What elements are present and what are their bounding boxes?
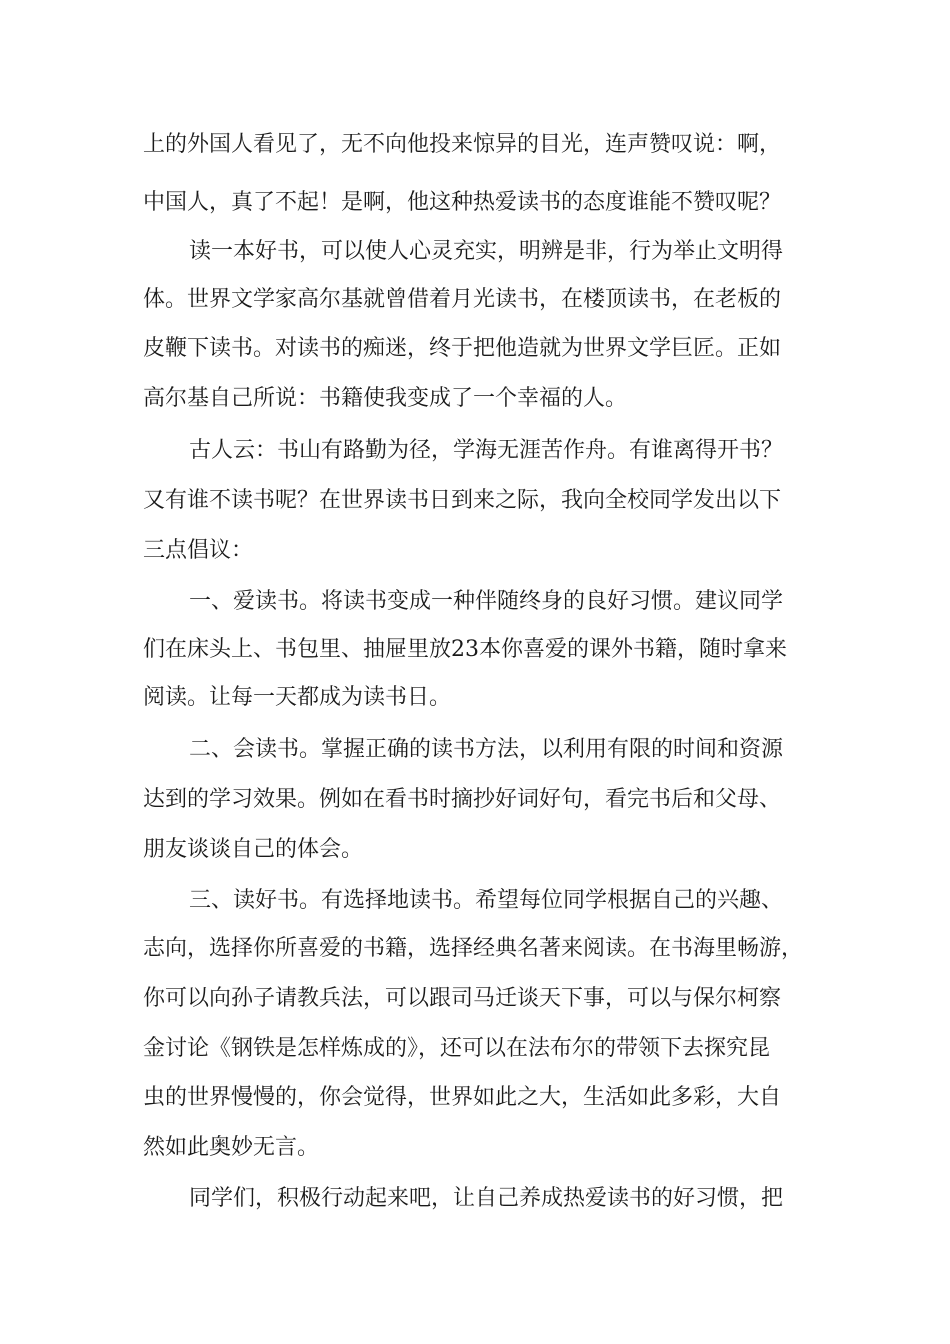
text-line: 虫的世界慢慢的，你会觉得，世界如此之大，生活如此多彩，大自 xyxy=(143,1085,782,1110)
text-line: 高尔基自己所说：书籍使我变成了一个幸福的人。 xyxy=(143,386,628,411)
paragraph-start-line: 古人云：书山有路勤为径，学海无涯苦作舟。有谁离得开书？ xyxy=(189,438,784,463)
text-line: 皮鞭下读书。对读书的痴迷，终于把他造就为世界文学巨匠。正如 xyxy=(143,336,782,361)
text-line: 又有谁不读书呢？在世界读书日到来之际，我向全校同学发出以下 xyxy=(143,488,782,513)
text-line: 金讨论《钢铁是怎样炼成的》，还可以在法布尔的带领下去探究昆 xyxy=(143,1036,771,1061)
text-line: 阅读。让每一天都成为读书日。 xyxy=(143,685,452,710)
text-line: 朋友谈谈自己的体会。 xyxy=(143,837,364,862)
paragraph-start-line: 二、会读书。掌握正确的读书方法，以利用有限的时间和资源 xyxy=(189,737,784,762)
text-line: 你可以向孙子请教兵法，可以跟司马迁谈天下事，可以与保尔柯察 xyxy=(143,986,782,1011)
paragraph-start-line: 同学们，积极行动起来吧，让自己养成热爱读书的好习惯，把 xyxy=(189,1186,784,1211)
text-line: 达到的学习效果。例如在看书时摘抄好词好句，看完书后和父母、 xyxy=(143,787,782,812)
text-line: 然如此奥妙无言。 xyxy=(143,1135,320,1160)
text-line: 们在床头上、书包里、抽屉里放23本你喜爱的课外书籍，随时拿来 xyxy=(143,637,787,662)
paragraph-start-line: 读一本好书，可以使人心灵充实，明辨是非，行为举止文明得 xyxy=(189,239,784,264)
text-line: 体。世界文学家高尔基就曾借着月光读书，在楼顶读书，在老板的 xyxy=(143,287,782,312)
text-line: 中国人，真了不起！是啊，他这种热爱读书的态度谁能不赞叹呢？ xyxy=(143,190,782,215)
paragraph-start-line: 一、爱读书。将读书变成一种伴随终身的良好习惯。建议同学 xyxy=(189,589,784,614)
text-line: 三点倡议： xyxy=(143,538,254,563)
text-line: 上的外国人看见了，无不向他投来惊异的目光，连声赞叹说：啊， xyxy=(143,132,782,157)
text-line: 志向，选择你所喜爱的书籍，选择经典名著来阅读。在书海里畅游， xyxy=(143,936,804,961)
paragraph-start-line: 三、读好书。有选择地读书。希望每位同学根据自己的兴趣、 xyxy=(189,888,784,913)
